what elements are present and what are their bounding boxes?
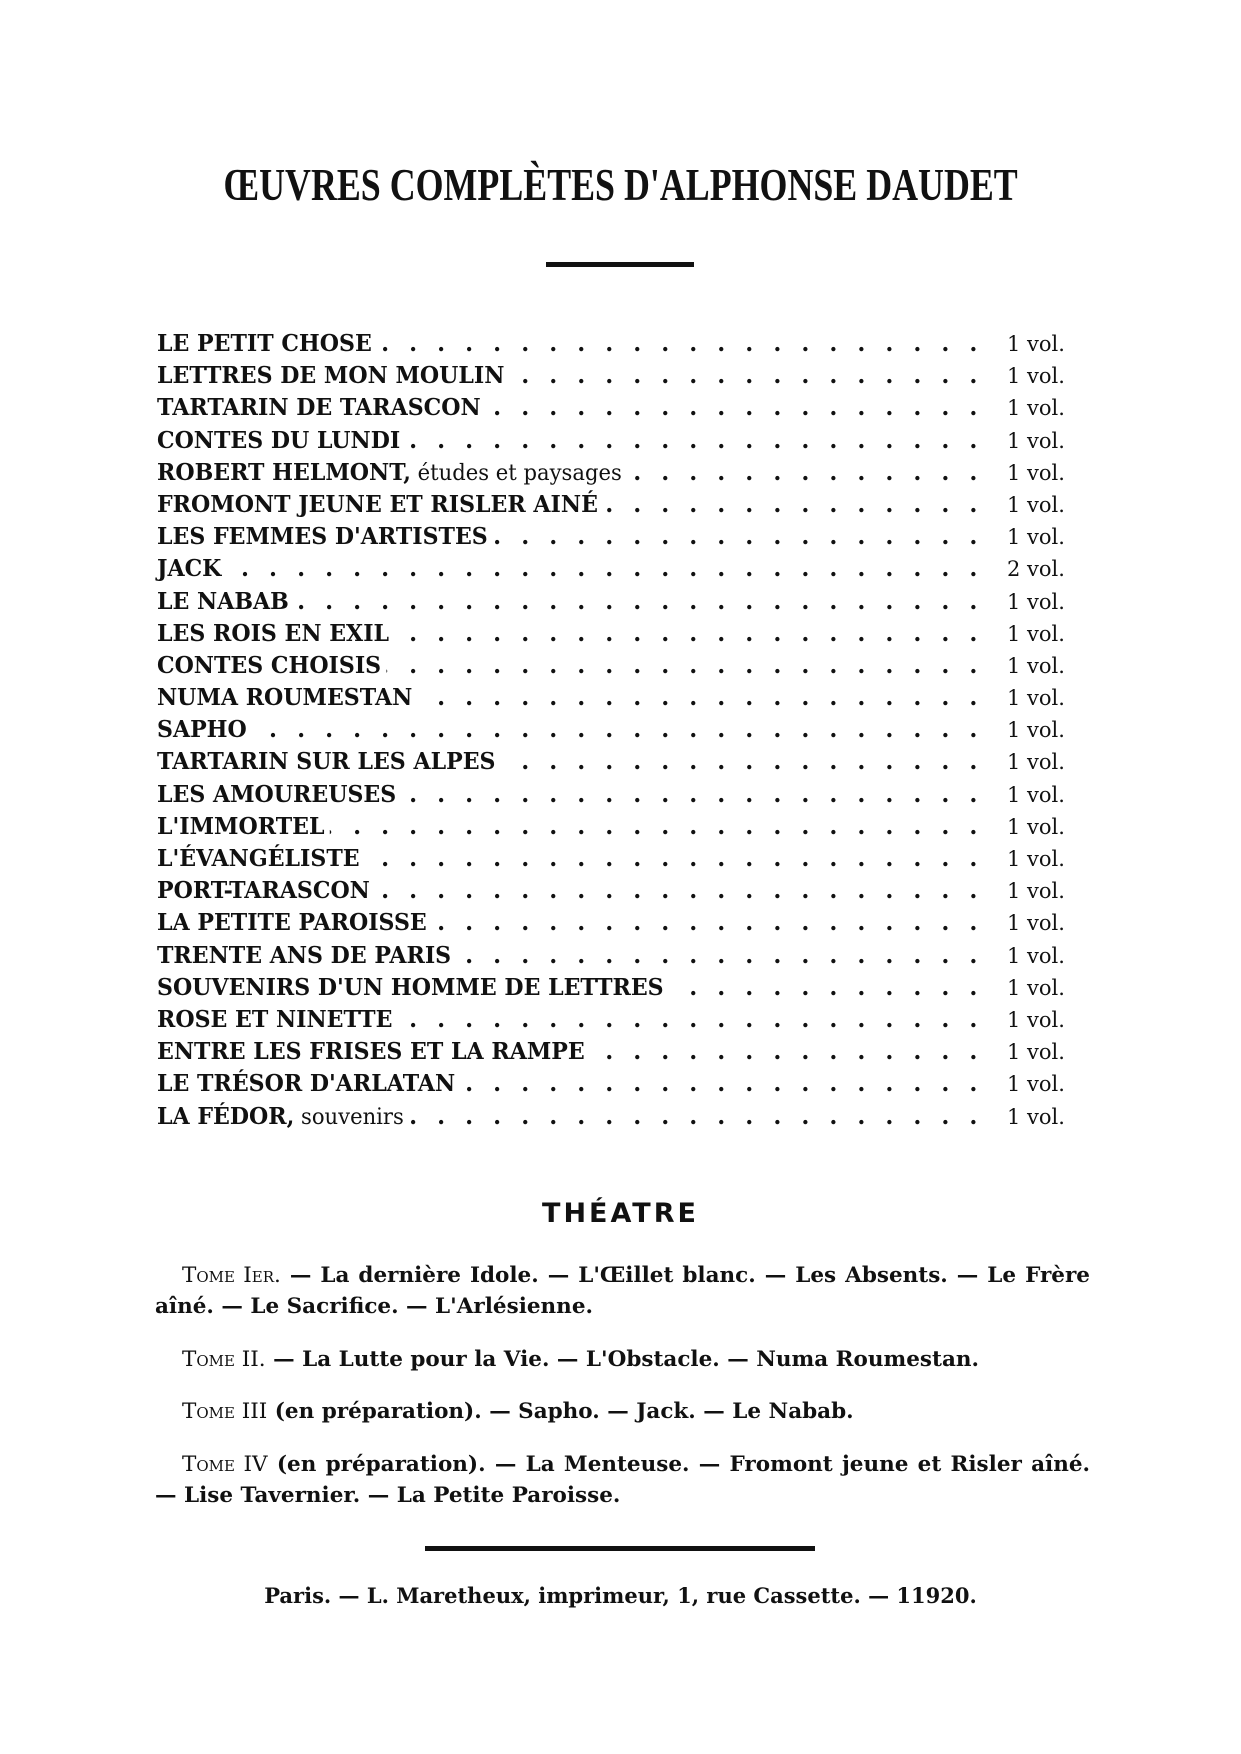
tome-contents: (en préparation). — La Menteuse. — Fromont jeune et Risler aîné. — Lise Tavernier. — La Petite Paroisse. bbox=[155, 1451, 1090, 1508]
list-item bbox=[157, 618, 1085, 650]
work-title: FROMONT JEUNE ET RISLER AINÉ bbox=[157, 490, 598, 518]
work-volumes: 2 vol. bbox=[1007, 553, 1085, 585]
work-title: SOUVENIRS D'UN HOMME DE LETTRES bbox=[157, 973, 664, 1001]
list-item bbox=[157, 360, 1085, 392]
work-title: L'IMMORTEL bbox=[157, 812, 325, 840]
list-item bbox=[157, 1036, 1085, 1068]
work-title: TARTARIN DE TARASCON bbox=[157, 394, 481, 422]
list-item bbox=[157, 425, 1085, 457]
work-title: LA PETITE PAROISSE bbox=[157, 909, 427, 937]
list-item bbox=[157, 682, 1085, 714]
work-volumes: 1 vol. bbox=[1007, 875, 1085, 907]
work-volumes: 1 vol. bbox=[1007, 457, 1085, 489]
work-title: LES FEMMES D'ARTISTES bbox=[157, 523, 488, 551]
work-title: PORT-TARASCON bbox=[157, 877, 370, 905]
work-volumes: 1 vol. bbox=[1007, 1101, 1085, 1133]
tome-entry bbox=[155, 1396, 1090, 1427]
work-volumes: 1 vol. bbox=[1007, 907, 1085, 939]
theatre-tomes bbox=[155, 1260, 1090, 1519]
work-volumes: 1 vol. bbox=[1007, 1068, 1085, 1100]
tome-label: Tome II. bbox=[182, 1346, 266, 1372]
work-title: LE PETIT CHOSE bbox=[157, 330, 372, 357]
list-item bbox=[157, 1101, 1085, 1133]
work-volumes: 1 vol. bbox=[1007, 714, 1085, 746]
works-list bbox=[157, 328, 1085, 1133]
printer-imprint: Paris. — L. Maretheux, imprimeur, 1, rue Cassette. — 11920. bbox=[264, 1583, 977, 1608]
list-item bbox=[157, 1004, 1085, 1036]
list-item bbox=[157, 553, 1085, 585]
list-item bbox=[157, 328, 1085, 360]
work-volumes: 1 vol. bbox=[1007, 328, 1085, 360]
work-volumes: 1 vol. bbox=[1007, 618, 1085, 650]
work-title: TRENTE ANS DE PARIS bbox=[157, 941, 452, 969]
work-title: CONTES DU LUNDI bbox=[157, 426, 401, 454]
work-volumes: 1 vol. bbox=[1007, 1004, 1085, 1036]
work-volumes: 1 vol. bbox=[1007, 521, 1085, 553]
work-title: LES ROIS EN EXIL bbox=[157, 619, 390, 647]
work-volumes: 1 vol. bbox=[1007, 586, 1085, 618]
work-volumes: 1 vol. bbox=[1007, 425, 1085, 457]
footer-divider bbox=[425, 1546, 815, 1551]
work-title: ENTRE LES FRISES ET LA RAMPE bbox=[157, 1038, 585, 1066]
list-item bbox=[157, 907, 1085, 939]
work-title: TARTARIN SUR LES ALPES bbox=[157, 748, 496, 776]
work-title: LETTRES DE MON MOULIN bbox=[157, 362, 505, 390]
list-item bbox=[157, 521, 1085, 553]
tome-entry bbox=[155, 1449, 1090, 1511]
list-item bbox=[157, 940, 1085, 972]
list-item bbox=[157, 714, 1085, 746]
work-volumes: 1 vol. bbox=[1007, 489, 1085, 521]
work-volumes: 1 vol. bbox=[1007, 1036, 1085, 1068]
theatre-heading: THÉATRE bbox=[542, 1198, 699, 1229]
work-volumes: 1 vol. bbox=[1007, 843, 1085, 875]
list-item bbox=[157, 489, 1085, 521]
list-item bbox=[157, 875, 1085, 907]
tome-entry bbox=[155, 1260, 1090, 1322]
list-item bbox=[157, 457, 1085, 489]
work-title: JACK bbox=[157, 555, 222, 583]
work-title: LE NABAB bbox=[157, 587, 289, 615]
work-subtitle: souvenirs bbox=[294, 1104, 404, 1130]
work-title: LE TRÉSOR D'ARLATAN bbox=[157, 1070, 456, 1098]
work-volumes: 1 vol. bbox=[1007, 360, 1085, 392]
work-subtitle: études et paysages bbox=[410, 460, 622, 486]
work-volumes: 1 vol. bbox=[1007, 392, 1085, 424]
list-item bbox=[157, 972, 1085, 1004]
work-title: L'ÉVANGÉLISTE bbox=[157, 845, 360, 872]
list-item bbox=[157, 392, 1085, 424]
work-title: LA FÉDOR, bbox=[157, 1102, 295, 1130]
work-volumes: 1 vol. bbox=[1007, 650, 1085, 682]
work-volumes: 1 vol. bbox=[1007, 746, 1085, 778]
tome-label: Tome IV bbox=[182, 1451, 268, 1477]
tome-contents: — La Lutte pour la Vie. — L'Obstacle. — Numa Roumestan. bbox=[265, 1346, 980, 1372]
list-item bbox=[157, 650, 1085, 682]
work-volumes: 1 vol. bbox=[1007, 682, 1085, 714]
tome-label: Tome Ier. bbox=[182, 1263, 281, 1288]
list-item bbox=[157, 1068, 1085, 1100]
title-divider bbox=[546, 262, 694, 267]
work-title: ROBERT HELMONT, bbox=[157, 458, 411, 486]
work-title: LES AMOUREUSES bbox=[157, 780, 397, 808]
work-volumes: 1 vol. bbox=[1007, 779, 1085, 811]
work-volumes: 1 vol. bbox=[1007, 972, 1085, 1004]
tome-contents: — La dernière Idole. — L'Œillet blanc. — Les Absents. — Le Frère aîné. — Le Sacrifice. — L'Arlésienne. bbox=[155, 1263, 1090, 1319]
list-item bbox=[157, 811, 1085, 843]
work-volumes: 1 vol. bbox=[1007, 811, 1085, 843]
page-title: ŒUVRES COMPLÈTES D'ALPHONSE DAUDET bbox=[223, 159, 1018, 210]
work-title: CONTES CHOISIS bbox=[157, 651, 382, 679]
tome-contents: (en préparation). — Sapho. — Jack. — Le Nabab. bbox=[267, 1399, 854, 1424]
work-title: NUMA ROUMESTAN bbox=[157, 684, 413, 712]
tome-entry bbox=[155, 1344, 1090, 1375]
list-item bbox=[157, 746, 1085, 778]
list-item bbox=[157, 843, 1085, 875]
tome-label: Tome III bbox=[182, 1399, 268, 1424]
work-volumes: 1 vol. bbox=[1007, 940, 1085, 972]
list-item bbox=[157, 779, 1085, 811]
work-title: ROSE ET NINETTE bbox=[157, 1005, 393, 1033]
work-title: SAPHO bbox=[157, 716, 247, 744]
list-item bbox=[157, 586, 1085, 618]
